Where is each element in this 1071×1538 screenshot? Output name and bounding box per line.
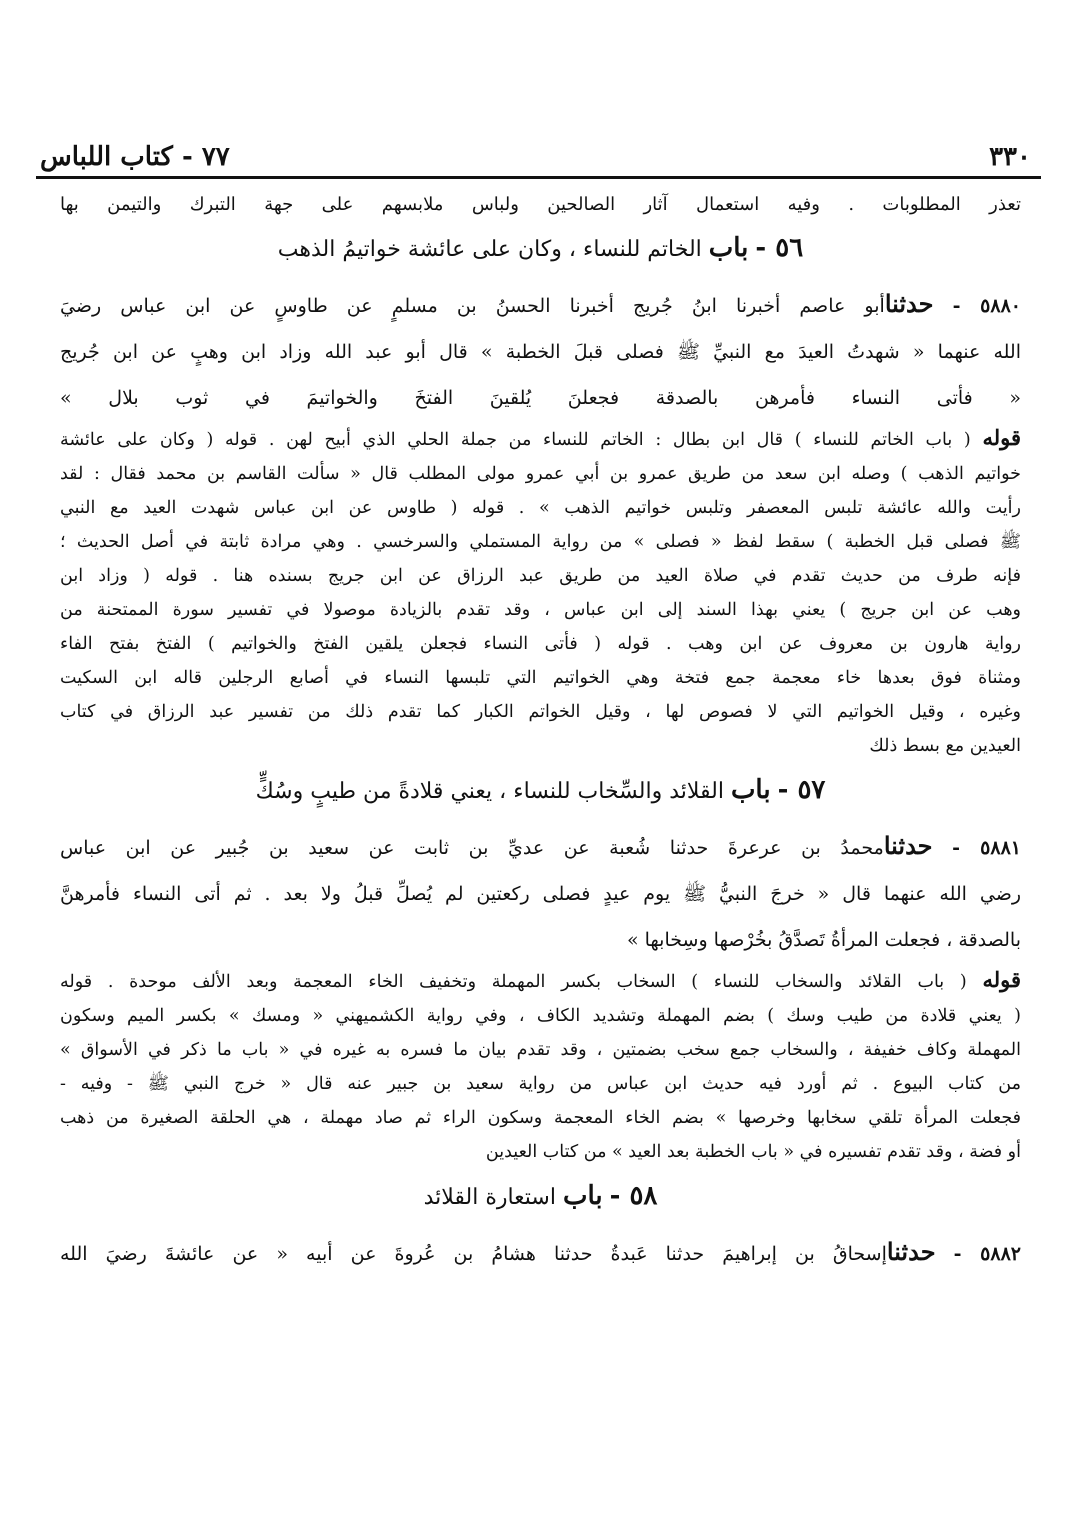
chapter-heading [60,227,1021,271]
commentary-line [60,695,1021,729]
chapter-bab: باب [562,1181,603,1211]
haddathana-word: حدثنا [884,289,934,318]
commentary-line-text: ( يعني قلادة من طيب وسك ) بضم المهملة وتشديد الكاف ، وفي رواية الكشميهني « ومسك » بكسر الميم وسكون [60,1006,1021,1026]
commentary [60,963,1021,1169]
haddathana-word: حدثنا [886,1237,936,1266]
commentary-line [60,593,1021,627]
commentary-line [60,1033,1021,1067]
commentary-line-text: العيدين مع بسط ذلك [869,736,1021,756]
hadith-line [60,871,1021,917]
commentary [60,421,1021,763]
hadith-text [60,281,1021,421]
commentary-line [60,421,1021,457]
commentary-line-text: وغيره ، وقيل الخواتيم التي لا فصوص لها ، وقيل الخواتم الكبار كما تقدم ذلك من تفسير عبد الرزاق في كتاب [60,702,1021,722]
commentary-line-text: فإنه طرف من حديث تقدم في صلاة العيد من طريق عبد الرزاق عن ابن جريج بسنده هنا . قوله ( وزاد ابن [60,566,1021,586]
header-rule [36,176,1041,179]
chapter-bab: باب [708,233,749,263]
commentary-line-text: المهملة وكاف خفيفة ، والسخاب جمع سخب بضمتين ، وقد تقدم بيان ما فسره به غيره في « باب ما ذكر في الأسواق » [60,1040,1021,1060]
book-title: ٧٧ - كتاب اللباس [40,142,230,172]
hadith-line [60,281,1021,329]
qawluhu-word: قوله [982,425,1021,450]
chapter-number: ٥٦ - [755,233,804,263]
commentary-line [60,1135,1021,1169]
chapter-bab: باب [730,775,771,805]
chapter-title: الخاتم للنساء ، وكان على عائشة خواتيمُ الذهب [277,237,702,262]
qawluhu-word: قوله [982,967,1021,992]
haddathana-word: حدثنا [883,831,933,860]
chapter-title: القلائد والسِّخاب للنساء ، يعني قلادةً من طيبٍ وسُكٍّ [255,779,724,804]
commentary-line [60,999,1021,1033]
running-header [40,132,1031,172]
commentary-line-text: وهب عن ابن جريج ) يعني بهذا السند إلى ابن عباس ، وقد تقدم بالزيادة موصولا في تفسير سورة الممتحنة من [60,600,1021,620]
page-body [60,188,1021,1277]
chapter-number: ٥٨ - [609,1181,658,1211]
commentary-line [60,1067,1021,1101]
hadith-number: ٥٨٨٢ - [953,1243,1021,1265]
hadith-line-text: إسحاقُ بن إبراهيمَ حدثنا عَبدةُ حدثنا هشامُ بن عُروةَ عن أبيه « عن عائشةَ رضيَ الله [60,1243,887,1265]
hadith-line-text: الله عنهما « شهدتُ العيدَ مع النبيِّ ﷺ فصلى قبلَ الخطبة » قال أبو عبد الله وزاد ابن وهبٍ عن ابن جُريج [60,341,1021,363]
commentary-line-text: أو فضة ، وقد تقدم تفسيره في « باب الخطبة بعد العيد » من كتاب العيدين [485,1142,1021,1162]
commentary-line [60,525,1021,559]
chapter-title: استعارة القلائد [423,1185,556,1210]
commentary-line-text: ﷺ فصلى قبل الخطبة ) سقط لفظ « فصلى » من رواية المستملي والسرخسي . وهي مرادة ثابتة في أصل الحديث ؛ [60,532,1021,552]
hadith-number: ٥٨٨١ - [952,837,1021,859]
commentary-line [60,963,1021,999]
hadith-line [60,823,1021,871]
hadith-line-text: أبو عاصم أخبرنا ابنُ جُريج أخبرنا الحسنُ بن مسلمٍ عن طاوسٍ عن ابن عباس رضيَ [60,295,885,317]
intro-line: تعذر المطلوبات . وفيه استعمال آثار الصالحين ولباس ملابسهم على جهة التبرك والتيمن بها [60,194,1021,215]
commentary-line-text: ( باب الخاتم للنساء ) قال ابن بطال : الخاتم للنساء من جملة الحلي الذي أبيح لهن . قوله ( وكان على عائشة [60,430,971,450]
commentary-line [60,661,1021,695]
commentary-line-text: ومثناة فوق بعدها خاء معجمة جمع فتخة وهي الخواتيم التي تلبسها النساء في أصابع الرجلين قاله ابن السكيت [60,668,1021,688]
hadith-line [60,329,1021,375]
commentary-line-text: رأيت والله عائشة تلبس المعصفر وتلبس خواتيم الذهب » . قوله ( طاوس عن ابن عباس شهدت العيد مع النبي [60,498,1021,518]
commentary-line [60,491,1021,525]
hadith-line-text: رضي الله عنهما قال « خرجَ النبيُّ ﷺ يوم عيدٍ فصلى ركعتين لم يُصلِّ قبلُ ولا بعد . ثم أتى النساء فأمرهنَّ [60,883,1021,905]
hadith-number: ٥٨٨٠ - [952,295,1021,317]
commentary-line [60,729,1021,763]
commentary-line-text: خواتيم الذهب ) وصله ابن سعد من طريق عمرو بن أبي عمرو مولى المطلب قال « سألت القاسم بن محمد فقال : لقد [60,464,1021,484]
commentary-line [60,457,1021,491]
commentary-line-text: رواية هارون بن معروف عن ابن وهب . قوله ( فأتى النساء فجعلن يلقين الفتخ والخواتيم ) الفتخ بفتح الفاء [60,634,1021,654]
hadith-line [60,375,1021,421]
hadith-line [60,1229,1021,1277]
hadith-line [60,917,1021,963]
commentary-line-text: ( باب القلائد والسخاب للنساء ) السخاب بكسر المهملة وتخفيف الخاء المعجمة وبعد الألف موحدة . قوله [60,972,967,992]
commentary-line [60,559,1021,593]
chapter-heading [60,1175,1021,1219]
commentary-line [60,1101,1021,1135]
hadith-line-text: « فأتى النساء فأمرهن بالصدقة فجعلنَ يُلقينَ الفتخَ والخواتيمَ في ثوب بلال » [60,387,1021,409]
hadith-line-text: بالصدقة ، فجعلت المرأةُ تَصدَّقُ بخُرْصها وسِخابها » [626,929,1021,951]
commentary-line [60,627,1021,661]
chapter-number: ٥٧ - [777,775,826,805]
commentary-line-text: فجعلت المرأة تلقي سخابها وخرصها » بضم الخاء المعجمة وسكون الراء ثم صاد مهملة ، هي الحلقة الصغيرة من ذهب [60,1108,1021,1128]
page-number: ٣٣٠ [989,142,1031,172]
chapter-heading [60,769,1021,813]
hadith-text [60,1229,1021,1277]
hadith-text [60,823,1021,963]
hadith-line-text: محمدُ بن عرعرةَ حدثنا شُعبة عن عديِّ بن ثابت عن سعيد بن جُبير عن ابن عباس [60,837,884,859]
commentary-line-text: من كتاب البيوع . ثم أورد فيه حديث ابن عباس من رواية سعيد بن جبير عنه قال « خرج النبي ﷺ - وفيه - [60,1074,1021,1094]
